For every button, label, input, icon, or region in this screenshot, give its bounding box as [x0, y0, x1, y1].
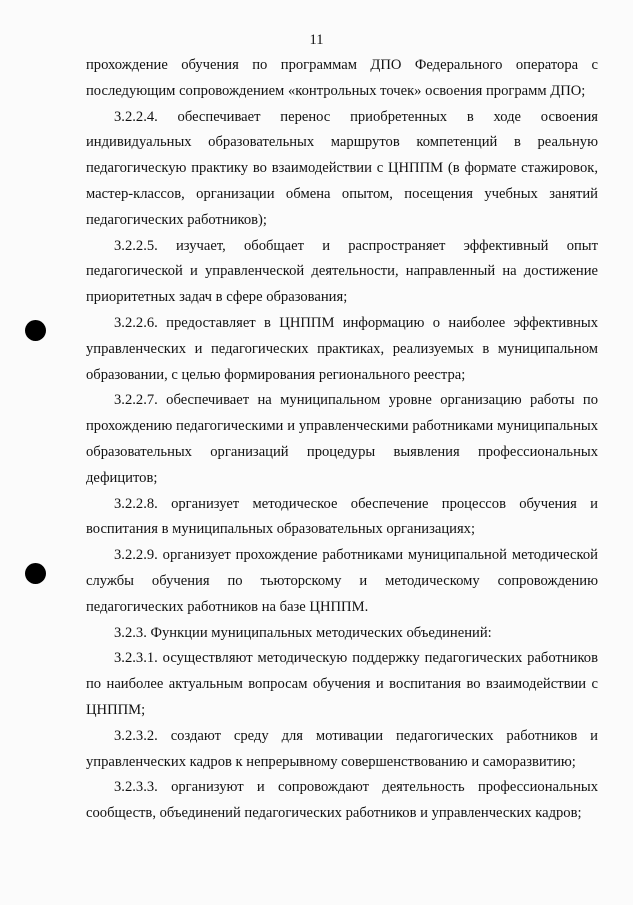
paragraph-3-2-2-8: 3.2.2.8. организует методическое обеспечение процессов обучения и воспитания в муниципальных образовательных организациях; [86, 495, 598, 538]
paragraph-3-2-2-9: 3.2.2.9. организует прохождение работниками муниципальной методической службы обучения по тьюторскому и методическому сопровождению педагогических работников на базе ЦНППМ. [86, 547, 598, 615]
paragraph-3-2-3-2: 3.2.3.2. создают среду для мотивации педагогических работников и управленческих кадров к непрерывному совершенствованию и саморазвитию; [86, 727, 598, 770]
section-heading-3-2-3: 3.2.3. Функции муниципальных методических объединений: [114, 624, 492, 641]
paragraph-3-2-2-4: 3.2.2.4. обеспечивает перенос приобретенных в ходе освоения индивидуальных образовательных маршрутов компетенций в реальную педагогическую практику во взаимодействии с ЦНППМ (в формате стажировок, мастер-классов, организации обмена опытом, посещения учебных занятий педагогических работников); [86, 108, 598, 228]
paragraph-continuation: прохождение обучения по программам ДПО Федерального оператора с последующим сопровождением «контрольных точек» освоения программ ДПО; [86, 57, 598, 99]
paragraph-3-2-3-3: 3.2.3.3. организуют и сопровождают деятельность профессиональных сообществ, объединений педагогических работников и управленческих кадров; [86, 779, 598, 822]
document-body [86, 53, 598, 827]
paragraph-3-2-2-5: 3.2.2.5. изучает, обобщает и распространяет эффективный опыт педагогической и управленческой деятельности, направленный на достижение приоритетных задач в сфере образования; [86, 237, 598, 306]
page-number: 11 [309, 32, 324, 48]
punch-hole-bottom [25, 563, 46, 584]
paragraph-3-2-2-7: 3.2.2.7. обеспечивает на муниципальном уровне организацию работы по прохождению педагогическими и управленческими работниками муниципальных образовательных организаций процедуры выявления профессиональных дефицитов; [86, 392, 598, 486]
punch-hole-top [25, 320, 46, 341]
paragraph-3-2-3-1: 3.2.3.1. осуществляют методическую поддержку педагогических работников по наиболее актуальным вопросам обучения и воспитания во взаимодействии с ЦНППМ; [86, 650, 598, 718]
paragraph-3-2-2-6: 3.2.2.6. предоставляет в ЦНППМ информацию о наиболее эффективных управленческих и педагогических практиках, реализуемых в муниципальном образовании, с целью формирования регионального реестра; [86, 314, 598, 383]
